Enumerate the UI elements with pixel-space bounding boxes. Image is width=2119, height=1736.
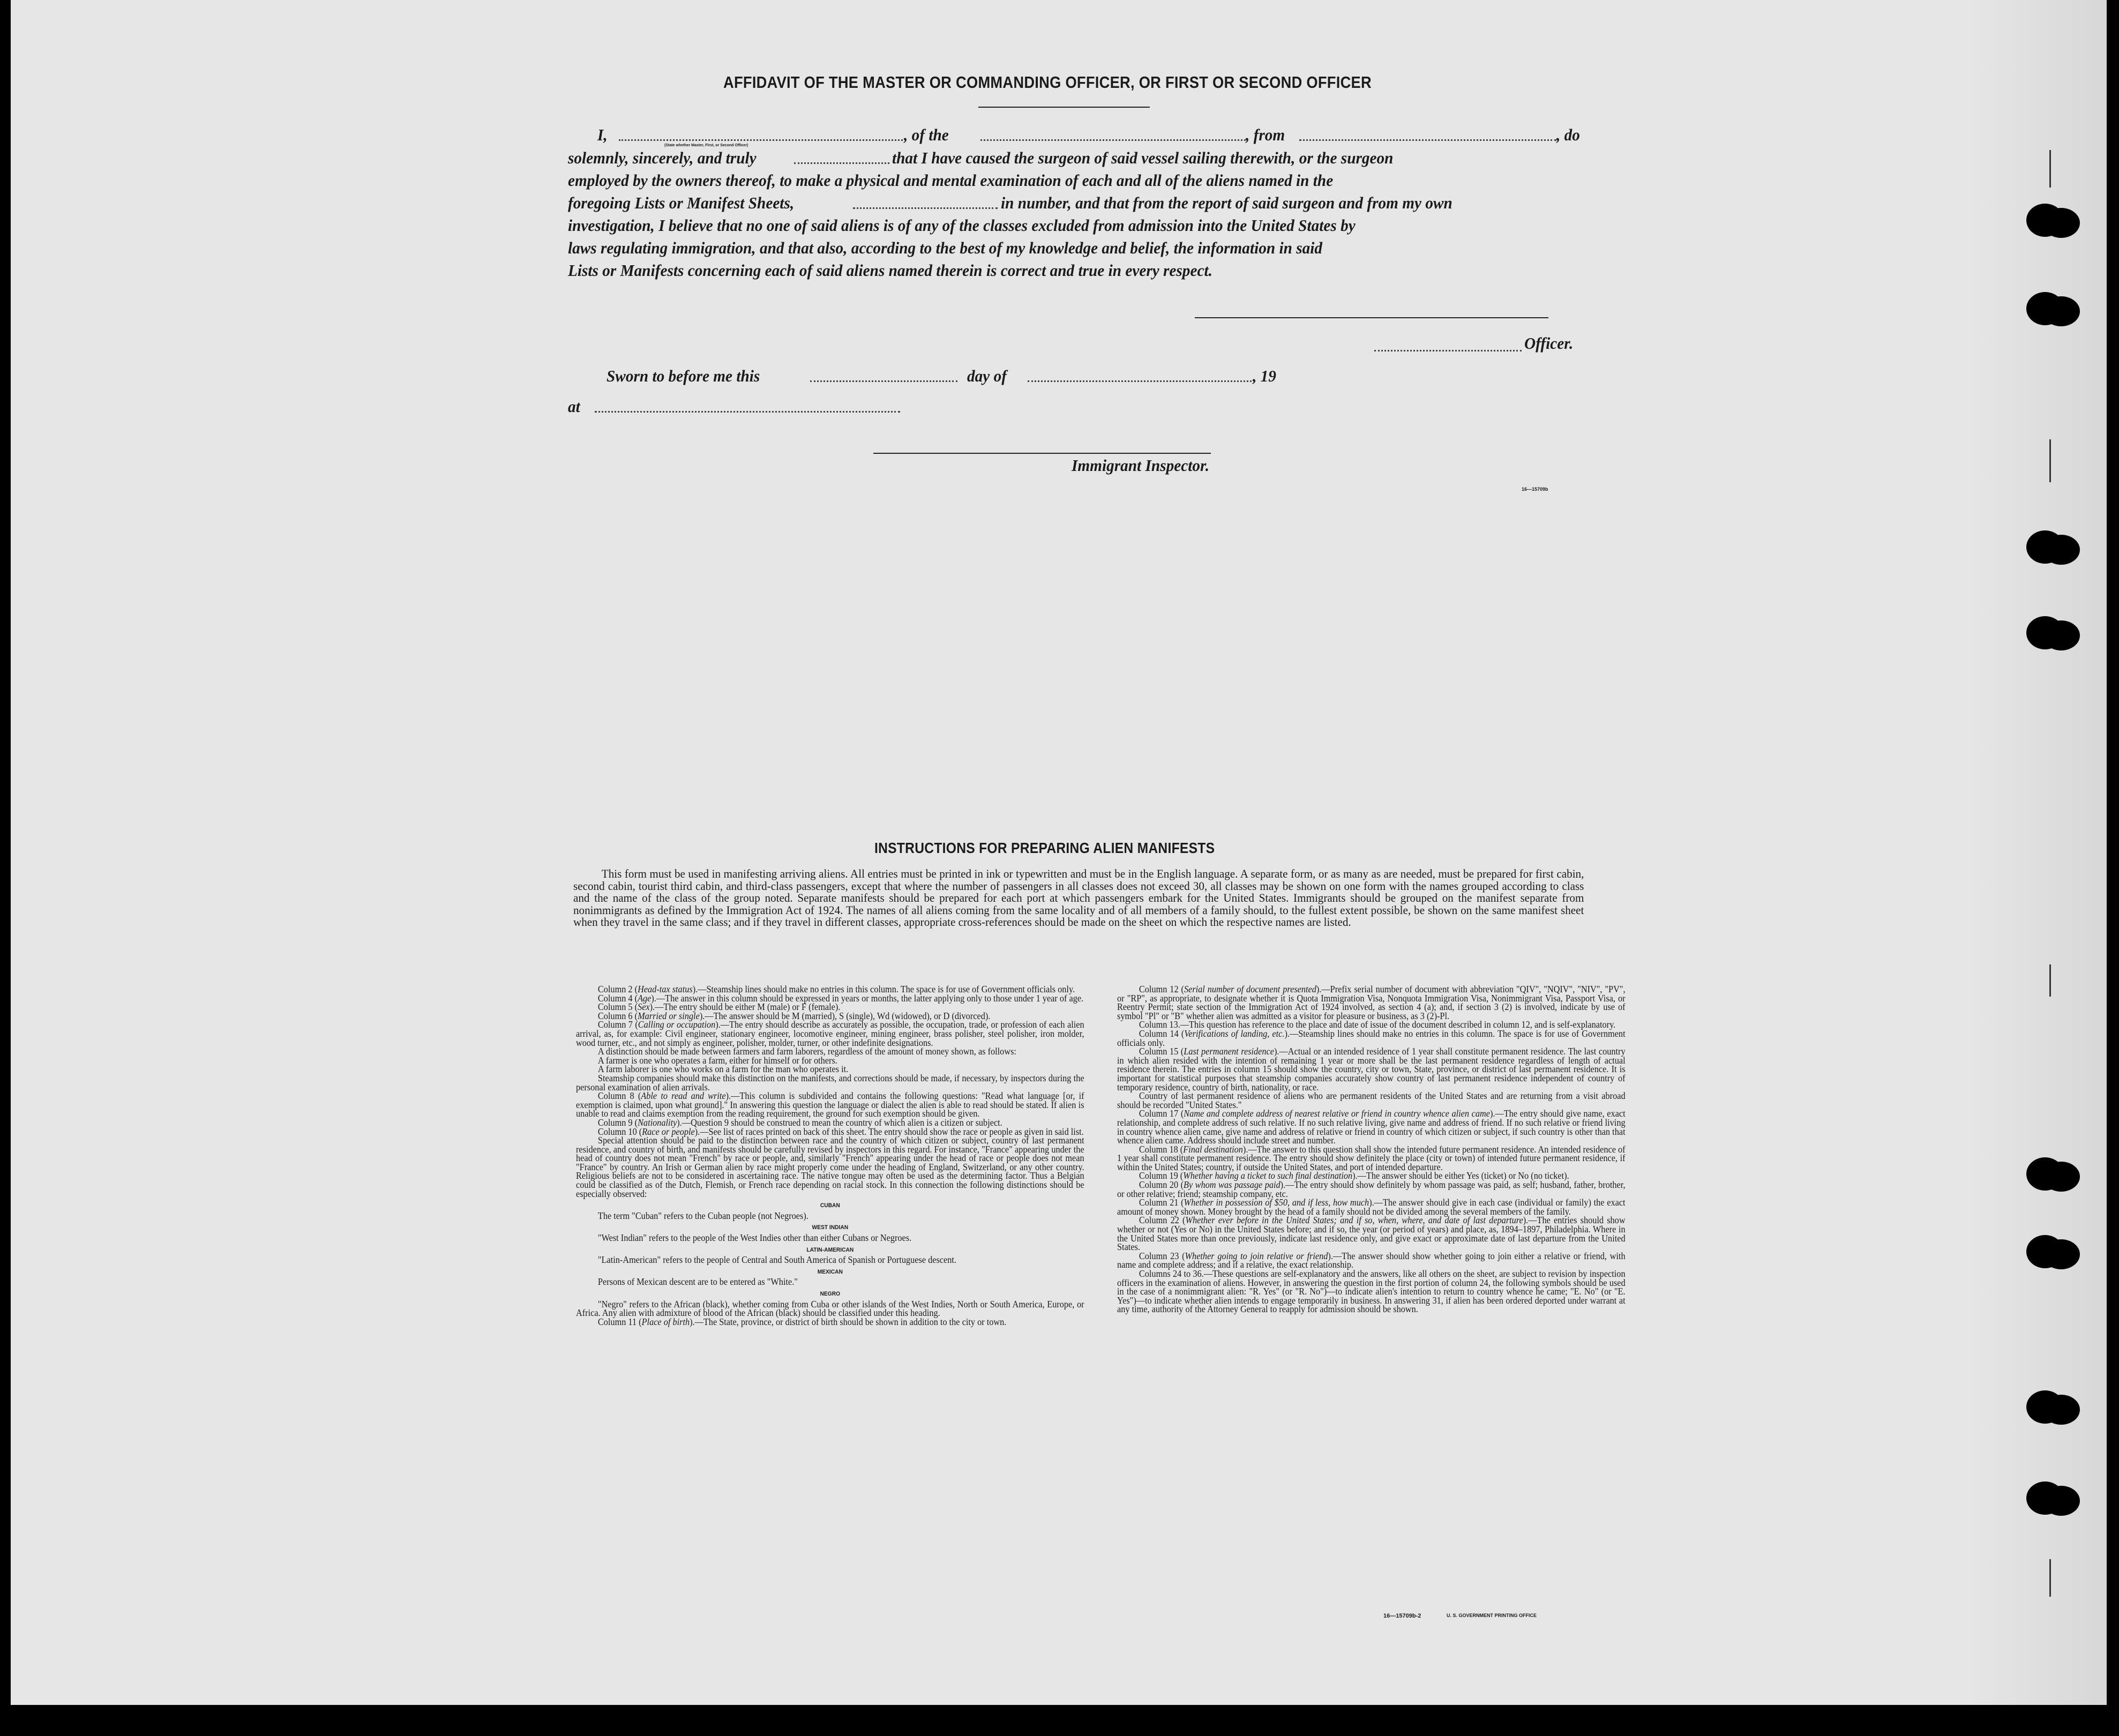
title-underline — [978, 107, 1150, 108]
port-field[interactable] — [1299, 138, 1556, 141]
alien-count-field[interactable] — [853, 206, 998, 209]
form-number: 16—15709b — [1522, 487, 1548, 492]
punch-hole — [2026, 1157, 2064, 1191]
footer-form-number: 16—15709b-2 — [1383, 1613, 1421, 1619]
col-9-instruction: Column 9 (Nationality).—Question 9 should be construed to mean the country of which alien is a citizen or subject. — [597, 1117, 1002, 1128]
punch-hole — [2026, 616, 2064, 649]
col-21-instruction: Column 21 (Whether in possession of $50, and if less, how much).—The answer should give in each case (individual or family) the exact amount of money shown. Money brought by the head of a family should not be divided among the several members of the family. — [1117, 1197, 1626, 1217]
instructions-right-column — [1117, 985, 1626, 1314]
officer-rank-hint: (State whether Master, First, or Second Officer) — [664, 144, 748, 147]
col-7-farm-distinction: A distinction should be made between farmers and farm laborers, regardless of the amount of money shown, as follows: — [597, 1046, 1016, 1057]
col-23-instruction: Column 23 (Whether going to join relative or friend).—The answer should show whether going to join either a relative or friend, with name and complete address; and if a relative, the exact relationship. — [1117, 1250, 1626, 1270]
officer-rank-field[interactable] — [619, 138, 903, 141]
edge-mark — [2049, 150, 2051, 188]
footer-printer: U. S. GOVERNMENT PRINTING OFFICE — [1447, 1613, 1537, 1618]
col-4-instruction: Column 4 (Age).—The answer in this column should be expressed in years or months, the latter applying only to those under 1 year of age. — [597, 992, 1084, 1004]
heading-negro: NEGRO — [820, 1291, 841, 1297]
officer-label: Officer. — [1524, 334, 1574, 353]
heading-latin-american: LATIN-AMERICAN — [806, 1246, 854, 1253]
at-label: at — [568, 398, 580, 416]
sworn-month-field[interactable] — [1028, 379, 1255, 382]
instructions-title: INSTRUCTIONS FOR PREPARING ALIEN MANIFESTS — [874, 840, 1215, 856]
col-2-instruction: Column 2 (Head-tax status).—Steamship lines should make no entries in this column. The space is for use of Government officials only. — [597, 984, 1075, 994]
heading-west-indian: WEST INDIAN — [812, 1224, 849, 1231]
col-5-instruction: Column 5 (Sex).—The entry should be either M (male) or F (female). — [597, 1001, 841, 1013]
punch-hole — [2026, 1390, 2064, 1424]
text-mexican: Persons of Mexican descent are to be entered as "White." — [597, 1276, 798, 1288]
affidavit-line-2a: solemnly, sincerely, and truly — [568, 149, 757, 167]
col-7-farm-laborer: A farm laborer is one who works on a farm for the man who operates it. — [597, 1064, 849, 1075]
officer-signature-line — [1195, 317, 1548, 318]
col-22-instruction: Column 22 (Whether ever before in the United States; and if so, when, where, and date of last departure).—The entries should show whether or not (Yes or No) in the United States before; and if so, the year (or period of years) and place, as, 1894–1897, Philadelphia. Where in the United States more than once previously, indicate last residence only, and give exact or approximate date of last departure from the United States. — [1117, 1215, 1626, 1253]
sworn-label: Sworn to before me this — [607, 367, 760, 385]
page-edge-shading — [1967, 0, 2107, 1705]
truly-field[interactable] — [794, 161, 889, 164]
of-the-label: , of the — [904, 126, 949, 144]
year-label: , 19 — [1253, 367, 1276, 385]
punch-hole — [2026, 204, 2064, 237]
edge-mark — [2049, 964, 2051, 997]
text-negro: "Negro" refers to the African (black), whether coming from Cuba or other islands of the West Indies, North or South America, Europe, or Africa. Any alien with admixture of blood of the African (black) should be classified under this heading. — [576, 1298, 1084, 1319]
affidavit-line-3: employed by the owners thereof, to make a physical and mental examination of each and all of the aliens named in the — [568, 171, 1334, 190]
do-label: , do — [1556, 126, 1580, 144]
sworn-day-field[interactable] — [810, 379, 957, 382]
col-15-us-residents: Country of last permanent residence of aliens who are permanent residents of the United States and are returning from a visit abroad should be recorded "United States." — [1117, 1090, 1626, 1110]
heading-mexican: MEXICAN — [817, 1268, 843, 1275]
col-8-instruction: Column 8 (Able to read and write).—This column is subdivided and contains the following questions: "Read what language [or, if exemption is claimed, upon what ground]." In answering this question the language or dialect the alien is able to read should be stated. If alien is unable to read and claims exemption from the reading requirement, the ground for such exemption should be given. — [576, 1090, 1084, 1119]
manifest-back-sheet — [11, 0, 2107, 1705]
punch-hole — [2026, 530, 2064, 564]
affidavit-title: AFFIDAVIT OF THE MASTER OR COMMANDING OFFICER, OR FIRST OR SECOND OFFICER — [723, 73, 1372, 92]
col-17-instruction: Column 17 (Name and complete address of nearest relative or friend in country whence alien came).—The entry should give name, exact relationship, and complete address of such relative. If no such relative living, give name and address of friend. If no such relative or friend living in country whence alien came, give name and address of relative or friend in country of which citizen or subject, if such country is other than that whence alien came. Address should include street and number. — [1117, 1108, 1626, 1146]
text-latin-american: "Latin-American" refers to the people of Central and South America of Spanish or Portuguese descent. — [597, 1254, 956, 1266]
instructions-left-column — [576, 985, 1084, 1326]
inspector-label: Immigrant Inspector. — [1072, 457, 1210, 475]
sworn-place-field[interactable] — [595, 409, 900, 413]
col-14-instruction: Column 14 (Verifications of landing, etc.).—Steamship lines should make no entries in this column. The space is for use of Government officials only. — [1117, 1028, 1626, 1048]
affidavit-line-4a: foregoing Lists or Manifest Sheets, — [568, 194, 795, 212]
affidavit-line-4b: in number, and that from the report of said surgeon and from my own — [1001, 194, 1452, 212]
col-6-instruction: Column 6 (Married or single).—The answer should be M (married), S (single), Wd (widowed), or D (divorced). — [597, 1010, 991, 1021]
col-18-instruction: Column 18 (Final destination).—The answer to this question shall show the intended future permanent residence. An intended residence of 1 year shall constitute permanent residence. The entry should show definitely the place (city or town) of intended future permanent residence, if within the United States; country, if outside the United States, and port of intended departure. — [1117, 1143, 1626, 1172]
col-19-instruction: Column 19 (Whether having a ticket to such final destination).—The answer should be either Yes (ticket) or No (no ticket). — [1139, 1170, 1569, 1181]
vessel-field[interactable] — [980, 138, 1246, 141]
text-west-indian: "West Indian" refers to the people of the West Indies other than either Cubans or Negroes. — [597, 1232, 912, 1244]
col-13-instruction: Column 13.—This question has reference to the place and date of issue of the document described in column 12, and is self-explanatory. — [1139, 1019, 1616, 1030]
punch-hole — [2026, 1235, 2064, 1268]
heading-cuban: CUBAN — [820, 1202, 840, 1209]
affidavit-line-6: laws regulating immigration, and that also, according to the best of my knowledge and belief, the information in said — [568, 239, 1323, 257]
day-of-label: day of — [967, 367, 1007, 385]
inspector-signature-line — [873, 453, 1211, 454]
col-11-instruction: Column 11 (Place of birth).—The State, province, or district of birth should be shown in addition to the city or town. — [597, 1316, 1007, 1327]
edge-mark — [2049, 1559, 2051, 1597]
affidavit-line-5: investigation, I believe that no one of said aliens is of any of the classes excluded from admission into the United States by — [568, 216, 1356, 235]
col-15-instruction: Column 15 (Last permanent residence).—Actual or an intended residence of 1 year shall constitute permanent residence. The last country in which alien resided with the intention of remaining 1 year or more shall be the last permanent residence regardless of length of actual residence therein. The entries in column 15 should show the country, city or town, State, province, or district of last permanent residence. It is important for statistical purposes that steamship companies accurately show country of last permanent residence independent of country of temporary residence, country of birth, nationality, or race. — [1117, 1046, 1626, 1093]
col-24-36-instruction: Columns 24 to 36.—These questions are self-explanatory and the answers, like all others on the sheet, are subject to revision by inspection officers in the examination of aliens. However, in answering the question in the first portion of column 24, the following symbols should be used in the case of a nonimmigrant alien: "R. Yes" (or "R. No")—to indicate alien's intention to return to country whence he came; "E. No" (or "E. Yes")—to indicate whether alien intends to engage temporarily in business. In answering 31, if alien has been ordered deported under warrant at any time, authority of the Attorney General to reapply for admission should be shown. — [1117, 1268, 1626, 1315]
affidavit-i: I, — [597, 126, 608, 144]
officer-title-field[interactable] — [1374, 348, 1522, 351]
affidavit-line-2b: that I have caused the surgeon of said vessel sailing therewith, or the surgeon — [892, 149, 1394, 167]
instructions-intro: This form must be used in manifesting arriving aliens. All entries must be printed in ink or typewritten and must be in the English language. A separate form, or as many as are needed, must be prepared for first cabin, second cabin, tourist third cabin, and third-class passengers, except that where the number of passengers in all classes does not exceed 30, all classes may be shown on one form with the names grouped according to class and the name of the class of the group noted. Separate manifests should be prepared for each port at which passengers embark for the United States. Immigrants should be grouped on the manifest separate from nonimmigrants as defined by the Immigration Act of 1924. The names of all aliens coming from the same locality and of all members of a family should, to the fullest extent possible, be shown on the same manifest sheet when they travel in the same class; and if they travel in different classes, appropriate cross-references should be made on the sheet on which the respective names are listed. — [573, 867, 1584, 929]
col-7-instruction: Column 7 (Calling or occupation).—The entry should describe as accurately as possible, the occupation, trade, or profession of each alien arrival, as, for example: Civil engineer, stationary engineer, locomotive engineer, mining engineer, brass polisher, steel polisher, iron molder, wood turner, etc., and not simply as engineer, polisher, molder, turner, or other indefinite designations. — [576, 1019, 1084, 1048]
text-cuban: The term "Cuban" refers to the Cuban people (not Negroes). — [597, 1210, 808, 1221]
punch-hole — [2026, 292, 2064, 325]
col-10-instruction: Column 10 (Race or people).—See list of races printed on back of this sheet. The entry should show the race or people as given in said list. — [597, 1126, 1084, 1137]
from-label: , from — [1246, 126, 1285, 144]
punch-hole — [2026, 1481, 2064, 1515]
col-7-corrections: Steamship companies should make this distinction on the manifests, and corrections should be made, if necessary, by inspectors during the personal examination of alien arrivals. — [576, 1072, 1084, 1093]
col-20-instruction: Column 20 (By whom was passage paid).—The entry should show definitely by whom passage was paid, as self; husband, father, brother, or other relative; friend; steamship company, etc. — [1117, 1179, 1626, 1199]
edge-mark — [2049, 439, 2051, 482]
col-12-instruction: Column 12 (Serial number of document presented).—Prefix serial number of document with abbreviation "QIV", "NQIV", "NIV", "PV", or "RP", as appropriate, to designate whether it is Quota Immigration Visa, Nonquota Immigration Visa, Nonimmigrant Visa, Passport Visa, or Reentry Permit; state section of the Immigration Act of 1924 involved, as section 4 (a); and, if section 3 (2) is involved, indicate by use of symbol "Pl" or "B" whether alien was admitted as a visitor for pleasure or business, as 3 (2)-Pl. — [1117, 984, 1626, 1021]
col-10-race-distinction: Special attention should be paid to the distinction between race and the country of which citizen or subject, country of last permanent residence, and country of birth, and manifests should be carefully revised by inspectors in this regard. For instance, "France" appearing under the head of country does not mean "French" by race or people, and, similarly "French" appearing under the head of race or people does not mean "France" by country. An Irish or German alien by race might properly come under the heading of England, Switzerland, or any other country. Religious beliefs are not to be considered in ascertaining race. The native tongue may often be used as the determining factor. Thus a Belgian could be classified as of the Dutch, Flemish, or French race depending on racial stock. In this connection the following distinctions should be especially observed: — [576, 1135, 1084, 1199]
col-7-farmer: A farmer is one who operates a farm, either for himself or for others. — [597, 1054, 837, 1066]
affidavit-line-7: Lists or Manifests concerning each of said aliens named therein is correct and true in every respect. — [568, 261, 1212, 280]
